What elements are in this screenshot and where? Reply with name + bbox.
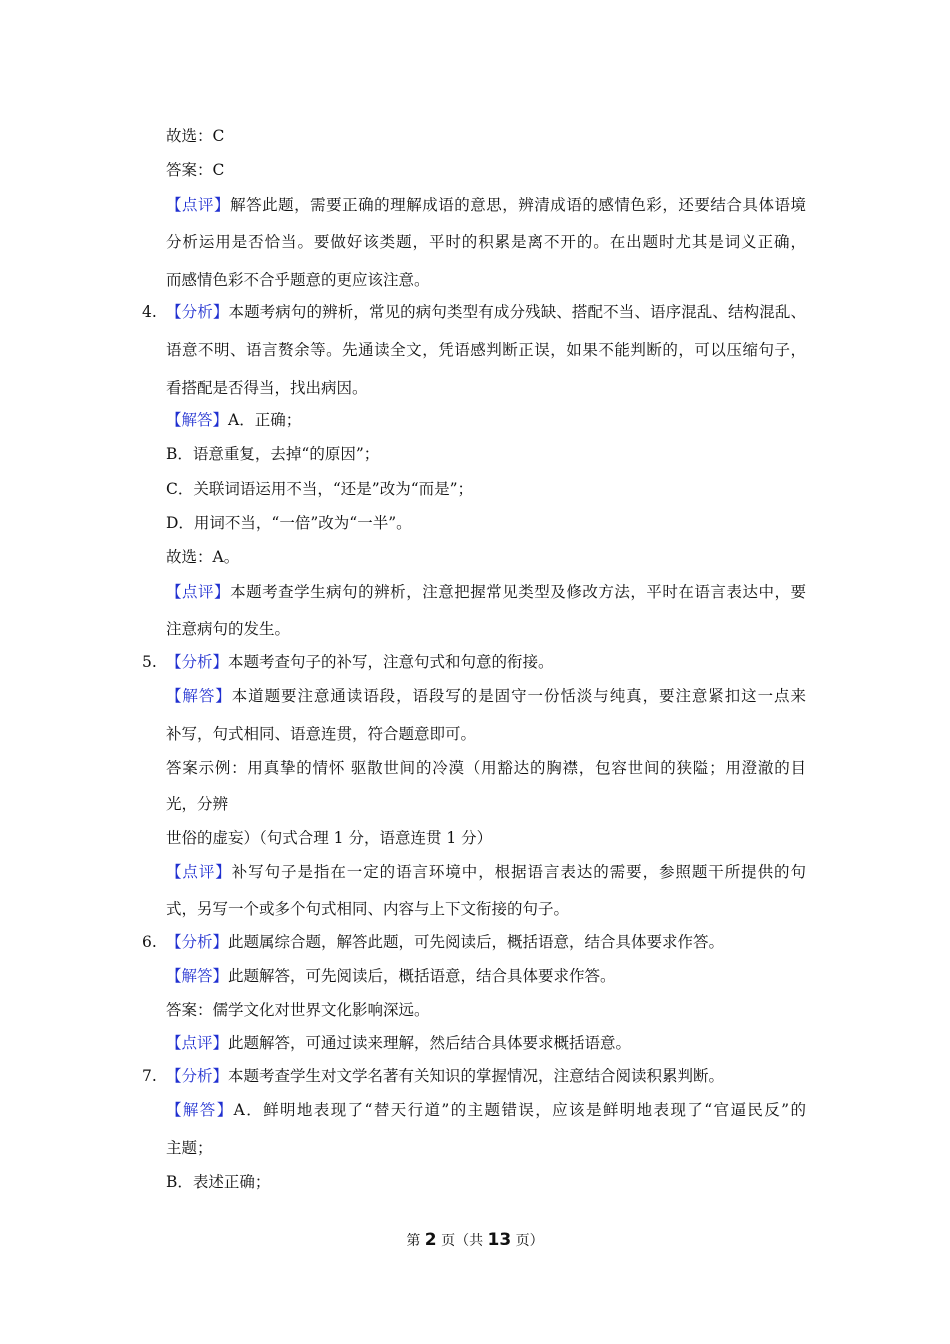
footer-mid: 页（共: [436, 1233, 488, 1249]
question-number: 7.: [142, 1067, 157, 1085]
line-text: 式，另写一个或多个句式相同、内容与上下文衔接的句子。: [166, 900, 570, 918]
text-line: [166, 899, 569, 919]
text-line: [166, 410, 301, 430]
text-line: [166, 794, 228, 814]
text-line: [166, 686, 806, 706]
line-text: 语意不明、语言赘余等。先通读全文，凭语感判断正误，如果不能判断的，可以压缩句子，: [166, 341, 806, 359]
text-line: [166, 513, 412, 533]
text-line: [166, 1033, 631, 1053]
section-label: 【点评】: [166, 196, 231, 214]
question-number: 6.: [142, 933, 157, 951]
line-text: 而感情色彩不合乎题意的更应该注意。: [166, 271, 430, 289]
question-number: 5.: [142, 653, 157, 671]
line-text: 本道题要注意通读语段，语段写的是固守一份恬淡与纯真，要注意紧扣这一点来: [231, 687, 806, 705]
line-text: 本题考查学生对文学名著有关知识的掌握情况，注意结合阅读积累判断。: [228, 1067, 725, 1085]
section-label: 【分析】: [166, 303, 229, 321]
text-line: [142, 302, 806, 322]
text-line: [166, 1172, 270, 1192]
line-text: 故选：C: [166, 127, 225, 145]
line-text: 补写，句式相同、语意连贯，符合题意即可。: [166, 725, 477, 743]
text-line: [166, 195, 806, 215]
section-label: 【解答】: [166, 1101, 234, 1119]
text-line: [166, 758, 806, 778]
page-footer: [0, 1230, 950, 1250]
line-text: 答案示例：用真挚的情怀 驱散世间的冷漠（用豁达的胸襟，包容世间的狭隘；用澄澈的目: [166, 759, 806, 777]
line-text: 此题属综合题，解答此题，可先阅读后，概括语意，结合具体要求作答。: [228, 933, 725, 951]
section-label: 【分析】: [166, 933, 229, 951]
text-line: [166, 340, 806, 360]
line-text: 答案：儒学文化对世界文化影响深远。: [166, 1001, 430, 1019]
text-line: [142, 652, 554, 672]
question-number: 4.: [142, 303, 157, 321]
footer-suffix: 页）: [511, 1233, 544, 1249]
text-line: [166, 232, 806, 252]
text-line: [166, 828, 492, 848]
section-label: 【分析】: [166, 1067, 229, 1085]
text-line: [166, 1100, 806, 1120]
section-label: 【解答】: [166, 687, 232, 705]
line-text: B．表述正确；: [166, 1173, 271, 1191]
line-text: 主题；: [166, 1139, 213, 1157]
line-text: 本题考查学生病句的辨析，注意把握常见类型及修改方法，平时在语言表达中，要: [230, 583, 806, 601]
section-label: 【点评】: [166, 583, 231, 601]
line-text: A．正确；: [228, 411, 302, 429]
line-text: 注意病句的发生。: [166, 620, 291, 638]
line-text: 答案：C: [166, 161, 225, 179]
line-text: 世俗的虚妄）（句式合理 1 分，语意连贯 1 分）: [166, 829, 493, 847]
text-line: [166, 160, 224, 180]
text-line: [166, 862, 806, 882]
section-label: 【点评】: [166, 863, 232, 881]
section-label: 【点评】: [166, 1034, 229, 1052]
text-line: [166, 270, 430, 290]
section-label: 【分析】: [166, 653, 229, 671]
text-line: [166, 126, 224, 146]
section-label: 【解答】: [166, 967, 229, 985]
text-line: [166, 582, 806, 602]
text-line: [166, 619, 290, 639]
line-text: 补写句子是指在一定的语言环境中，根据语言表达的需要，参照题干所提供的句: [231, 863, 806, 881]
section-label: 【解答】: [166, 411, 229, 429]
text-line: [142, 1066, 725, 1086]
text-line: [166, 724, 476, 744]
total-pages: 13: [487, 1230, 512, 1250]
text-line: [166, 378, 368, 398]
text-line: [166, 1000, 430, 1020]
text-line: [142, 932, 725, 952]
text-line: [166, 966, 616, 986]
footer-prefix: 第: [406, 1233, 425, 1249]
line-text: D．用词不当，“一倍”改为“一半”。: [166, 514, 412, 532]
line-text: 本题考病句的辨析，常见的病句类型有成分残缺、搭配不当、语序混乱、结构混乱、: [228, 303, 806, 321]
line-text: C．关联词语运用不当，“还是”改为“而是”；: [166, 480, 474, 498]
line-text: 看搭配是否得当，找出病因。: [166, 379, 368, 397]
line-text: 分析运用是否恰当。要做好该类题，平时的积累是离不开的。在出题时尤其是词义正确，: [166, 233, 806, 251]
line-text: 本题考查句子的补写，注意句式和句意的衔接。: [228, 653, 554, 671]
line-text: 光，分辨: [166, 795, 229, 813]
text-line: [166, 1138, 213, 1158]
line-text: 此题解答，可先阅读后，概括语意，结合具体要求作答。: [228, 967, 616, 985]
line-text: B．语意重复，去掉“的原因”；: [166, 445, 380, 463]
line-text: 故选：A。: [166, 548, 240, 566]
page-number: 2: [424, 1230, 437, 1250]
text-line: [166, 444, 379, 464]
text-line: [166, 547, 239, 567]
line-text: 解答此题，需要正确的理解成语的意思，辨清成语的感情色彩，还要结合具体语境: [230, 196, 806, 214]
text-line: [166, 479, 473, 499]
line-text: A．鲜明地表现了“替天行道”的主题错误，应该是鲜明地表现了“官逼民反”的: [233, 1101, 806, 1119]
line-text: 此题解答，可通过读来理解，然后结合具体要求概括语意。: [228, 1034, 632, 1052]
